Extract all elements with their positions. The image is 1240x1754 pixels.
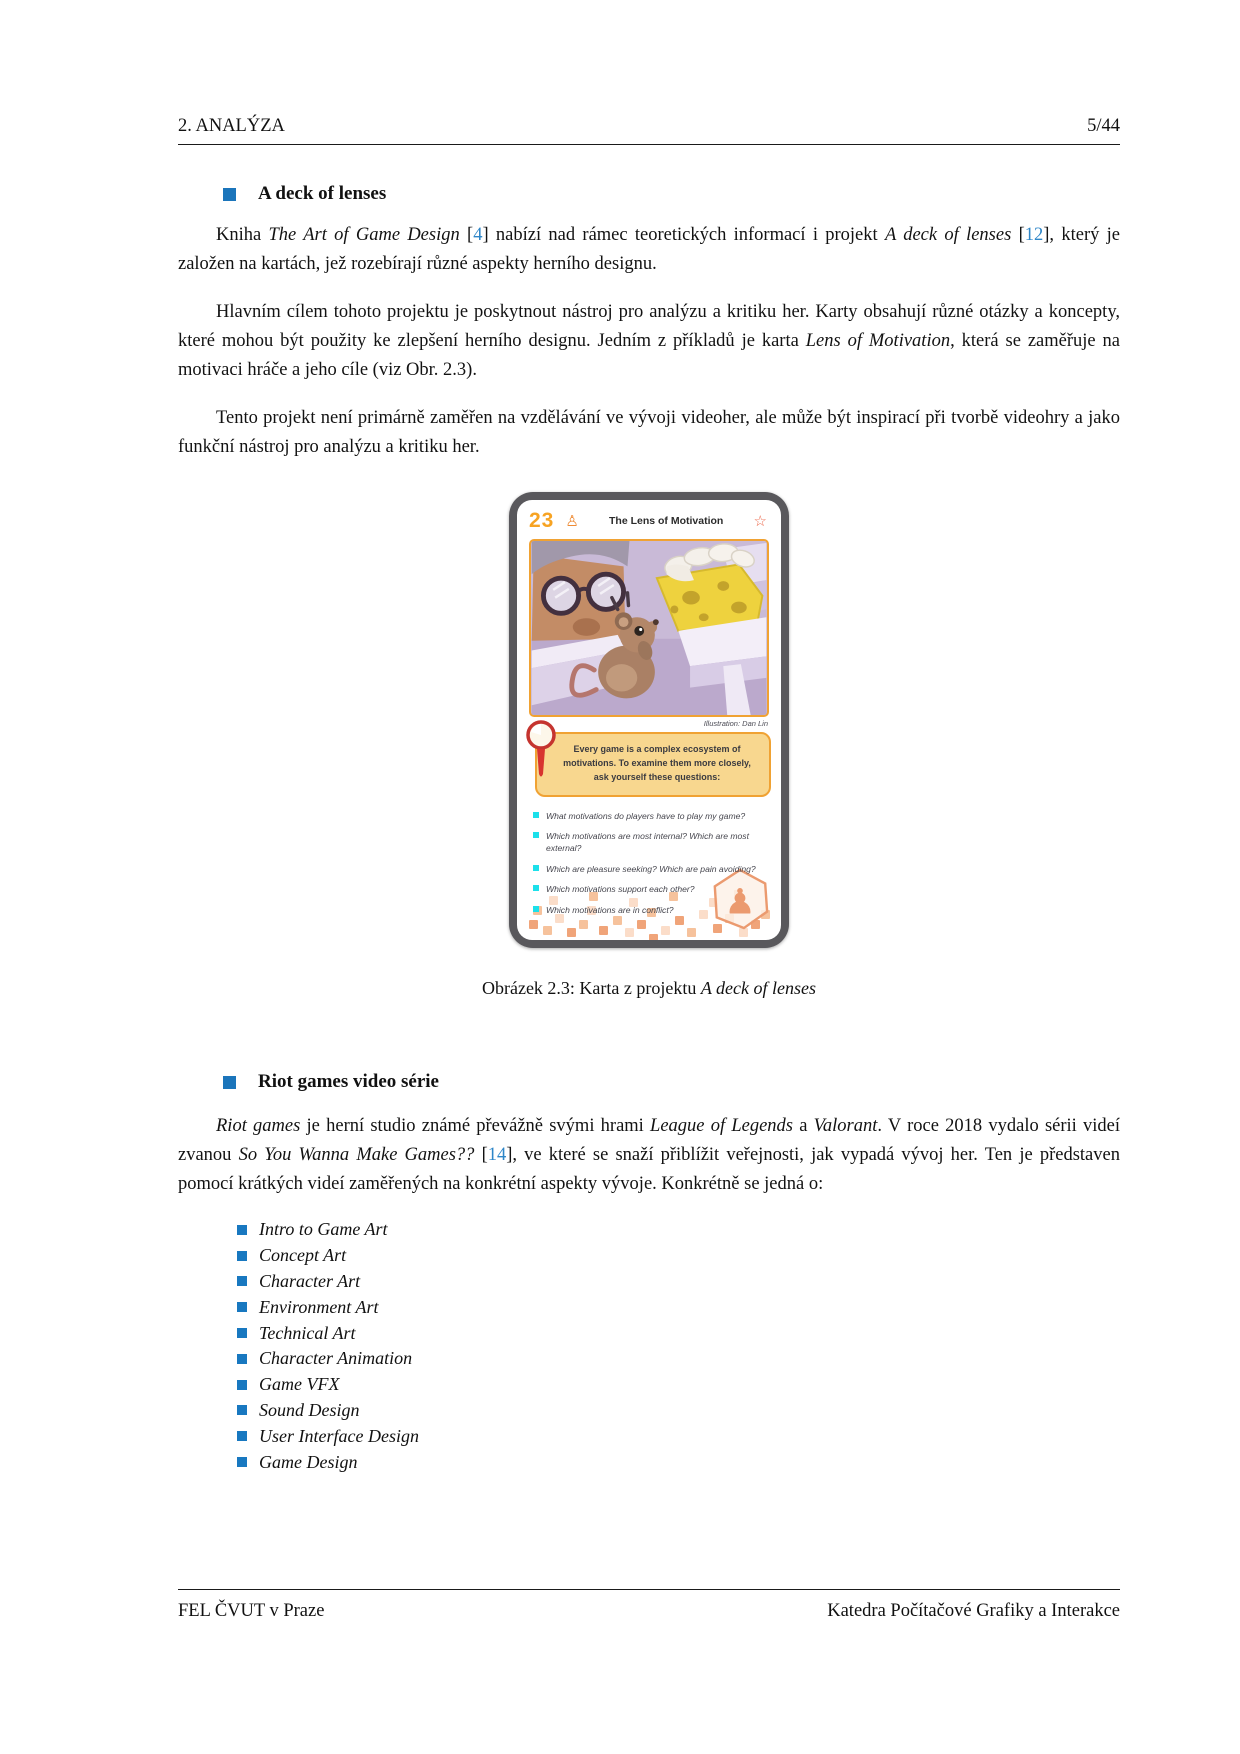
list-item-text: Technical Art [259, 1322, 356, 1343]
question-bullet-icon [533, 906, 539, 912]
text-run: ], který je založen na kartách, jež rozebírají různé aspekty herního designu. [178, 225, 1121, 274]
list-bullet-icon [237, 1380, 247, 1390]
list-item-text: Intro to Game Art [259, 1219, 388, 1240]
list-bullet-icon [237, 1328, 247, 1338]
list-item-text: Character Art [259, 1270, 361, 1291]
list-bullet-icon [237, 1251, 247, 1261]
text-run: Lens of Motivation [805, 331, 951, 351]
list-item [237, 1269, 1120, 1295]
text-run: Riot games [216, 1116, 301, 1136]
text-run: So You Wanna Make Games?? [238, 1145, 475, 1165]
text-run: Obrázek 2.3: Karta z projektu [481, 978, 701, 998]
question-text: Which motivations are in conflict? [546, 904, 674, 915]
magnifier-icon [523, 718, 559, 787]
question-bullet-icon [533, 885, 539, 891]
section-title: Riot games video série [258, 1071, 439, 1092]
question-text: Which are pleasure seeking? Which are pain avoiding? [546, 863, 756, 874]
text-run: [ [1011, 225, 1025, 245]
list-item [237, 1243, 1120, 1269]
question-text: Which motivations are most internal? Which are most external? [546, 831, 749, 854]
card-illustration [529, 539, 769, 717]
section-heading-deck [223, 183, 1120, 205]
list-item-text: Sound Design [259, 1399, 360, 1420]
list-item [237, 1320, 1120, 1346]
list-bullet-icon [237, 1405, 247, 1415]
list-bullet-icon [237, 1431, 247, 1441]
question-item [533, 830, 773, 854]
list-item [237, 1398, 1120, 1424]
footer-right: Katedra Počítačové Grafiky a Interakce [827, 1601, 1120, 1621]
list-item [237, 1449, 1120, 1475]
list-bullet-icon [237, 1225, 247, 1235]
card-prompt-box [535, 732, 771, 797]
text-run: , která se zaměřuje na motivaci hráče a jeho cíle (viz Obr. 2.3). [178, 331, 1120, 380]
question-bullet-icon [533, 832, 539, 838]
citation-link[interactable]: 12 [1024, 225, 1044, 245]
heading-bullet-icon [223, 188, 236, 201]
list-bullet-icon [237, 1276, 247, 1286]
body-paragraph [178, 221, 1120, 279]
page-header [178, 0, 1120, 145]
list-item-text: Character Animation [259, 1348, 413, 1369]
running-section-title: 2. ANALÝZA [178, 116, 285, 136]
svg-text:♟: ♟ [724, 882, 756, 923]
list-item [237, 1372, 1120, 1398]
text-run: [ [459, 225, 474, 245]
list-item [237, 1217, 1120, 1243]
text-run: Valorant [813, 1116, 878, 1136]
text-run: A deck of lenses [884, 225, 1012, 245]
list-item-text: Concept Art [259, 1245, 347, 1266]
citation-link[interactable]: 14 [487, 1145, 507, 1165]
page-content [178, 0, 1120, 1475]
section-title: A deck of lenses [258, 183, 387, 204]
card-number: 23 [529, 509, 555, 532]
list-item-text: Game VFX [259, 1374, 340, 1395]
text-run: . V roce 2018 vydalo sérii videí zvanou [178, 1116, 1121, 1165]
card-question-list [533, 810, 773, 916]
illustration-credit: Illustration: Dan Lin [703, 719, 768, 728]
card-header [517, 500, 781, 538]
text-run: ] nabízí nad rámec teoretických informací i projekt [482, 225, 885, 245]
list-item [237, 1423, 1120, 1449]
card-prompt-text: Every game is a complex ecosystem of motivations. To examine them more closely, ask yourself these questions: [563, 744, 751, 782]
list-item [237, 1346, 1120, 1372]
list-item-text: Environment Art [259, 1296, 379, 1317]
question-bullet-icon [533, 812, 539, 818]
card-illustration-svg [531, 541, 767, 715]
footer-left: FEL ČVUT v Praze [178, 1601, 325, 1621]
list-bullet-icon [237, 1302, 247, 1312]
star-favorite-icon: ☆ [753, 512, 767, 530]
citation-link[interactable]: 4 [473, 225, 483, 245]
body-paragraph [178, 298, 1120, 385]
text-run: [ [474, 1145, 488, 1165]
question-bullet-icon [533, 865, 539, 871]
text-run: a [793, 1116, 814, 1136]
figure-caption [178, 978, 1120, 999]
page-footer [178, 1589, 1120, 1622]
question-text: What motivations do players have to play my game? [546, 810, 746, 821]
card-title: The Lens of Motivation [609, 515, 724, 527]
question-item [533, 904, 773, 916]
body-paragraph [178, 404, 1120, 462]
list-item [237, 1294, 1120, 1320]
text-run: Hlavním cílem tohoto projektu je poskytnout nástroj pro analýzu a kritiku her. Karty obsahují různé otázky a koncepty, které mohou být použity ke zlepšení herního designu. Jedním z příkladů je karta [178, 302, 1120, 351]
text-run: Tento projekt není primárně zaměřen na vzdělávání ve vývoji videoher, ale může být inspirací při tvorbě videohry a jako funkční nástroj pro analýzu a kritiku her. [178, 408, 1120, 457]
text-run: ], ve které se snaží přiblížit veřejnosti, jak vypadá vývoj her. Ten je představen pomocí krátkých videí zaměřených na konkrétní aspekty vývoje. Konkrétně se jedná o: [178, 1145, 1120, 1194]
figure-card-frame [509, 492, 789, 948]
question-text: Which motivations support each other? [546, 884, 695, 895]
list-item-text: User Interface Design [259, 1425, 419, 1446]
page-number: 5/44 [1087, 116, 1120, 136]
question-item [533, 863, 773, 875]
heading-bullet-icon [223, 1076, 236, 1089]
list-item-text: Game Design [259, 1451, 358, 1472]
body-paragraph [178, 1112, 1120, 1199]
text-run: je herní studio známé převážně svými hrami [300, 1116, 651, 1136]
question-item [533, 883, 773, 895]
text-run: Kniha [216, 225, 269, 245]
section-heading-riot [223, 1071, 1120, 1093]
text-run: A deck of lenses [700, 978, 817, 998]
video-series-list [237, 1217, 1120, 1475]
lens-card [517, 500, 781, 940]
text-run: League of Legends [650, 1116, 793, 1136]
question-item [533, 810, 773, 822]
list-bullet-icon [237, 1354, 247, 1364]
pawn-icon: ♙ [565, 512, 579, 530]
list-bullet-icon [237, 1457, 247, 1467]
text-run: The Art of Game Design [268, 225, 460, 245]
